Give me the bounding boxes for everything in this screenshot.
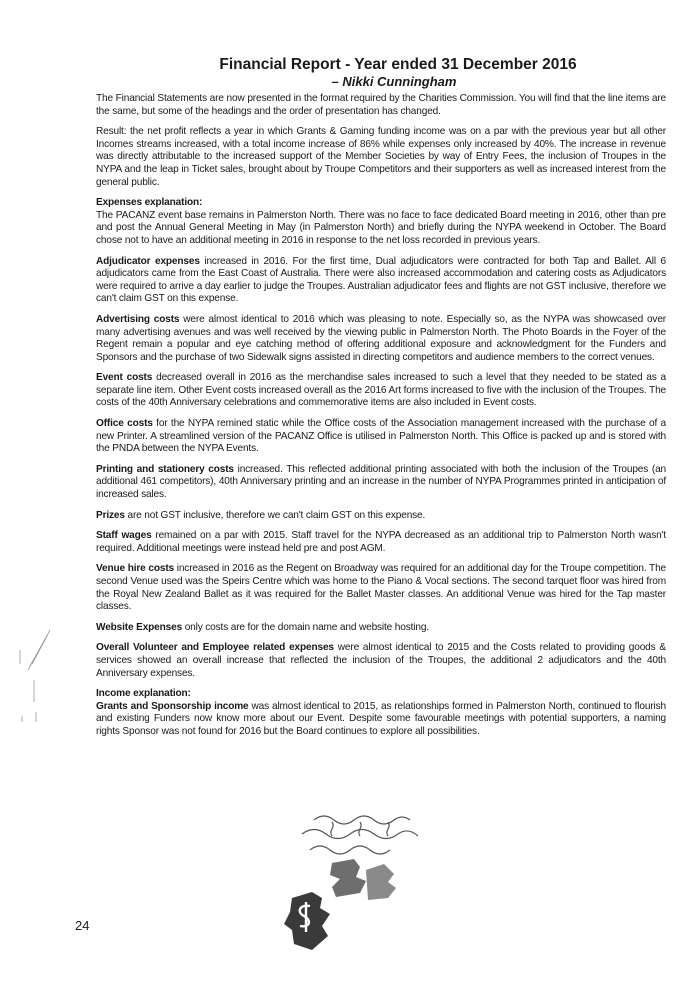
expense-text: remained on a par with 2015. Staff travel for the NYPA decreased as an additional trip to Palmerston North wasn't required. Additional meetings were instead held pre and post AGM. — [96, 530, 666, 554]
expense-text: decreased overall in 2016 as the merchandise sales increased to such a level that they needed to be stated as a separate line item. Other Event costs increased overall as the 2016 Art forms increased to five with the inclusion of the Troupes. The costs of the 40th Anniversary celebrations and commemorative items are also included in Event costs. — [96, 372, 666, 409]
expense-text: increased in 2016. For the first time, Dual adjudicators were contracted for both Tap and Ballet. All 6 adjudicators came from the East Coast of Australia. There were also increased accommodation and catering costs as Adjudicators were required to arrive a day earlier to judge the Troupes. Australian adjudicator fees and flights are not GST inclusive, therefore we can't claim GST on this expense. — [96, 255, 666, 305]
expense-text: were almost identical to 2015 and the Costs related to providing goods & services showed an overall increase that reflected the inclusion of the Troupes, the additional 2 adjudicators and the 40th Anniversary expenses. — [96, 642, 667, 679]
expense-term: Event costs — [96, 372, 153, 384]
financial-report — [96, 56, 666, 747]
expense-prizes — [96, 510, 666, 523]
expense-text: for the NYPA remined static while the Office costs of the Association management increased with the purchase of a new Printer. A streamlined version of the PACANZ Office is utilised in Palmerston North. This Office is packed up and is stored with the PNDA between the NYPA Events. — [96, 418, 666, 455]
expense-term: Prizes — [96, 509, 125, 521]
expenses-intro: The PACANZ event base remains in Palmerston North. There was no face to face dedicated Board meeting in 2016, other than pre and post the Annual General Meeting in May (in Palmerston North) and briefly during the NYPA weekend in October. The Board chose not to have an additional meeting in 2016 in response to the net loss recorded in previous years. — [96, 209, 666, 246]
expense-staff-wages — [96, 530, 666, 555]
expense-event — [96, 372, 666, 410]
income-text: was almost identical to 2015, as relationships formed in Palmerston North, continued to flourish and existing Funders now know more about our Event. Despite some favourable meetings with potential supporters, a naming rights Sponsor was not found for 2016 but the Board continues to explore all possibilities. — [96, 700, 666, 737]
intro-paragraph-formats: The Financial Statements are now presented in the format required by the Charities Commission. You will find that the line items are the same, but some of the headings and the order of presentation has changed. — [96, 93, 666, 117]
expense-term: Venue hire costs — [96, 563, 174, 575]
expense-website — [96, 622, 666, 635]
expense-venue-hire — [96, 563, 666, 613]
expense-term: Adjudicator expenses — [96, 255, 200, 267]
expense-adjudicator — [96, 256, 666, 306]
income-grants-sponsorship — [96, 701, 666, 739]
expense-volunteer-employee — [96, 642, 666, 680]
page-title: Financial Report - Year ended 31 December 2016 — [219, 56, 577, 73]
expense-text: were almost identical to 2016 which was pleasing to note. Especially so, as the NYPA was showcased over many advertising avenues and was well received by the viewing public in Palmerston North. The Photo Boards in the Foyer of the Regent remain a popular and eye catching method of offering additional exposure and acknowledgment for the Funders and Sponsors and the purchase of two Sidewalk signs assisted in directing competitors and audience members to the correct venues. — [96, 313, 666, 363]
author-byline: – Nikki Cunningham — [331, 74, 457, 89]
jigsaw-puzzle-dollar-icon — [262, 808, 452, 958]
expense-advertising — [96, 314, 666, 364]
expense-term: Website Expenses — [96, 621, 183, 633]
page-number: 24 — [75, 918, 90, 933]
expense-term: Overall Volunteer and Employee related expenses — [96, 642, 334, 654]
expense-term: Office costs — [96, 418, 153, 430]
expense-term: Advertising costs — [96, 313, 180, 325]
expense-text: increased. This reflected additional printing associated with both the inclusion of the Troupes (an additional 461 competitors), 40th Anniversary printing and an increase in the number of NYPA Programmes printed in anticipation of increased sales. — [96, 463, 667, 501]
income-heading: Income explanation: — [96, 688, 191, 700]
expense-office — [96, 418, 666, 456]
expense-text: increased in 2016 as the Regent on Broadway was required for an additional day for the Troupe competition. The second Venue used was the Speirs Centre which was home to the Piano & Vocal sections. The second tarquet floor was hired from the Royal New Zealand Ballet as it was required for the Ballet Master classes. An additional Venue was hired for the Tap master classes. — [96, 563, 666, 613]
expense-text: only costs are for the domain name and website hosting. — [182, 621, 429, 633]
expense-text: are not GST inclusive, therefore we can't claim GST on this expense. — [124, 509, 426, 521]
intro-paragraph-result: Result: the net profit reflects a year in which Grants & Gaming funding income was on a par with the previous year but all other Incomes streams increased, with a total income increase of 86% while expenses only increased by 40%. The increase in revenue was directly attributable to the increased support of the Member Societies by way of Entry Fees, the inclusion of Troupes in the NYPA and the leap in Ticket sales, brought about by Troupe Competitors and their supporters as well as increased interest from the general public. — [96, 126, 666, 188]
expense-term: Staff wages — [96, 530, 152, 542]
expense-printing — [96, 464, 666, 502]
scan-margin-marks — [14, 620, 54, 760]
expense-term: Printing and stationery costs — [96, 463, 234, 475]
income-term: Grants and Sponsorship income — [96, 700, 249, 712]
expenses-heading: Expenses explanation: — [96, 197, 203, 209]
